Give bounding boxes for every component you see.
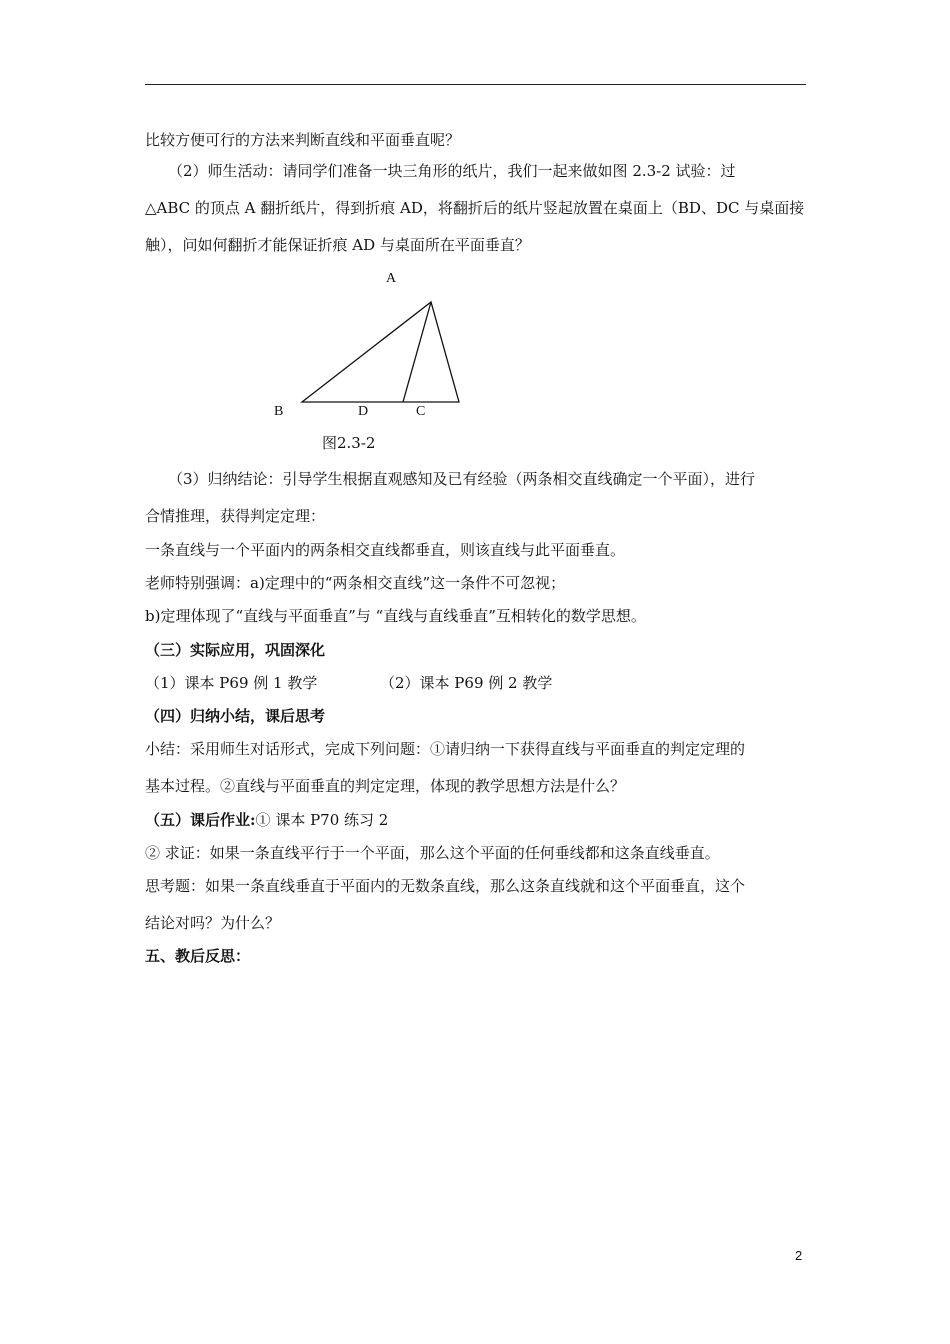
section-heading: （五）课后作业: — [145, 811, 256, 829]
fold-line-ad — [403, 302, 431, 402]
text-line: 一条直线与一个平面内的两条相交直线都垂直，则该直线与此平面垂直。 — [145, 541, 626, 559]
text-line: 结论对吗？为什么？ — [145, 914, 281, 932]
section-heading: 五、教后反思： — [145, 947, 251, 965]
text-line: 老师特别强调：a)定理中的“两条相交直线”这一条件不可忽视； — [145, 574, 566, 592]
triangle-abc — [302, 302, 459, 402]
example-item: （2）课本 P69 例 2 教学 — [380, 674, 553, 692]
text-line: △ABC 的顶点 A 翻折纸片，得到折痕 AD，将翻折后的纸片竖起放置在桌面上（BD、DC 与桌面接 — [145, 199, 805, 217]
text-line: b)定理体现了“直线与平面垂直”与 “直线与直线垂直”互相转化的数学思想。 — [145, 607, 646, 625]
homework-line — [145, 810, 809, 830]
text-line: ② 求证：如果一条直线平行于一个平面，那么这个平面的任何垂线都和这条直线垂直。 — [145, 844, 720, 862]
text-line: 合情推理，获得判定定理： — [145, 507, 326, 525]
text-line: 比较方便可行的方法来判断直线和平面垂直呢？ — [145, 131, 461, 149]
figure-caption: 图2.3-2 — [322, 434, 376, 452]
section-heading: （四）归纳小结，课后思考 — [145, 707, 326, 725]
section-heading: （三）实际应用，巩固深化 — [145, 641, 326, 659]
text-line: （2）师生活动：请同学们准备一块三角形的纸片，我们一起来做如图 2.3-2 试验：过 — [168, 162, 736, 180]
text-line: （3）归纳结论：引导学生根据直观感知及已有经验（两条相交直线确定一个平面），进行 — [168, 470, 756, 488]
label-d: D — [358, 404, 369, 419]
label-b: B — [274, 404, 284, 419]
page-number: 2 — [795, 1248, 803, 1263]
label-c: C — [416, 404, 426, 419]
text-line: 触），问如何翻折才能保证折痕 AD 与桌面所在平面垂直？ — [145, 236, 530, 254]
text-line: 小结：采用师生对话形式，完成下列问题：①请归纳一下获得直线与平面垂直的判定定理的 — [145, 740, 746, 758]
text-line: 思考题：如果一条直线垂直于平面内的无数条直线，那么这条直线就和这个平面垂直，这个 — [145, 877, 746, 895]
homework-item: ① 课本 P70 练习 2 — [255, 811, 389, 829]
example-item: （1）课本 P69 例 1 教学 — [145, 674, 318, 692]
text-line: 基本过程。②直线与平面垂直的判定定理，体现的教学思想方法是什么？ — [145, 777, 626, 795]
label-a: A — [386, 271, 397, 286]
